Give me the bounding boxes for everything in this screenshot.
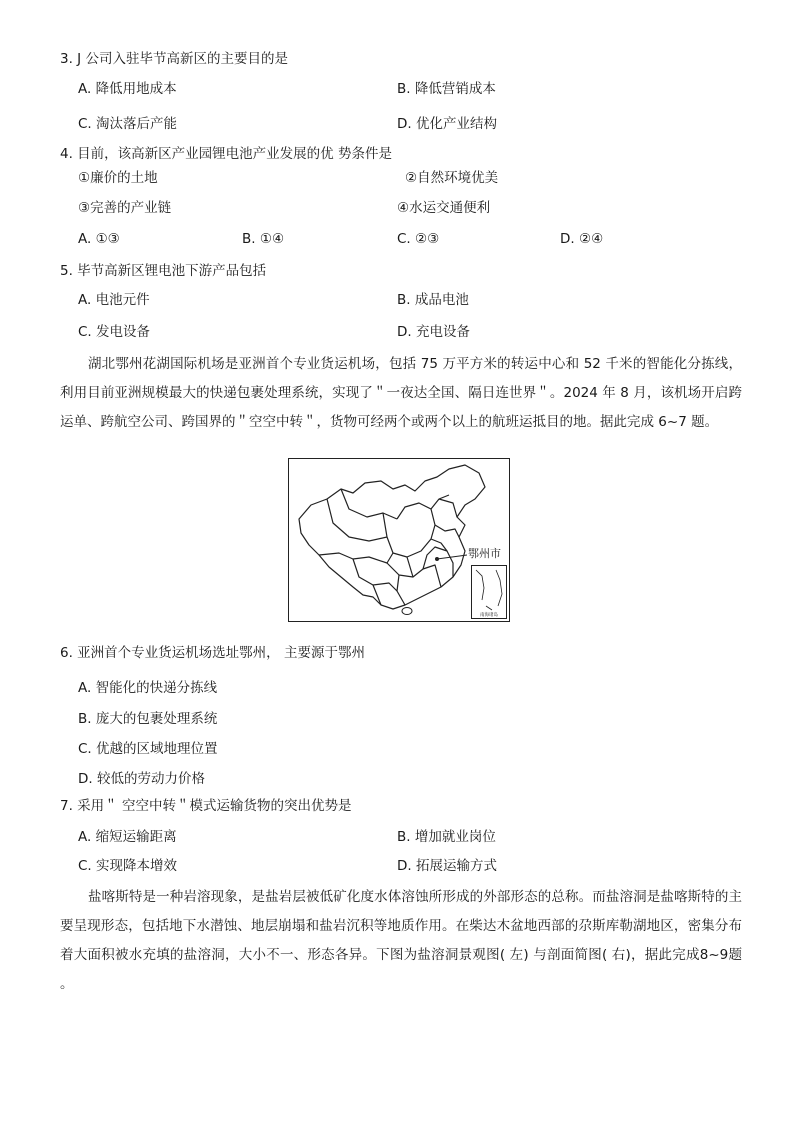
q5-stem: 5. 毕节高新区锂电池下游产品包括	[60, 263, 267, 279]
q3-option-a: A. 降低用地成本	[78, 81, 177, 97]
q7-option-d: D. 拓展运输方式	[397, 858, 497, 874]
q6-option-b: B. 庞大的包裹处理系统	[78, 711, 218, 727]
q4-condition-2: ②自然环境优美	[405, 170, 499, 186]
south-china-sea-inset	[471, 565, 507, 619]
ezhou-city-label: 鄂州市	[468, 547, 501, 560]
q3-option-d: D. 优化产业结构	[397, 116, 497, 132]
q7-option-a: A. 缩短运输距离	[78, 829, 177, 845]
q7-option-b: B. 增加就业岗位	[397, 829, 496, 845]
q3-stem: 3. J 公司入驻毕节高新区的主要目的是	[60, 51, 288, 67]
passage-ezhou-airport: 湖北鄂州花湖国际机场是亚洲首个专业货运机场，包括 75 万平方米的转运中心和 52 千米的智能化分拣线，利用目前亚洲规模最大的快递包裹处理系统，实现了＂一夜达全国、隔日连世界＂。2024 年 8 月，该机场开启跨运单、跨航空公司、跨国界的＂空空中转＂，货物可经两个或两个以上的航班运抵目的地。据此完成 6~7 题。	[60, 356, 742, 430]
q7-stem: 7. 采用＂ 空空中转＂模式运输货物的突出优势是	[60, 798, 352, 814]
q7-option-c: C. 实现降本增效	[78, 858, 178, 874]
q4-option-d: D. ②④	[560, 231, 604, 247]
inset-label: 南海诸岛	[480, 613, 498, 618]
q4-option-b: B. ①④	[242, 231, 285, 247]
q4-condition-4: ④水运交通便利	[397, 200, 491, 216]
q5-option-c: C. 发电设备	[78, 324, 151, 340]
q5-option-b: B. 成品电池	[397, 292, 469, 308]
q4-condition-1: ①廉价的土地	[78, 170, 158, 186]
q6-stem: 6. 亚洲首个专业货运机场选址鄂州， 主要源于鄂州	[60, 645, 365, 661]
china-map-figure	[288, 458, 510, 622]
q4-option-c: C. ②③	[397, 231, 440, 247]
q5-option-d: D. 充电设备	[397, 324, 470, 340]
q6-option-a: A. 智能化的快递分拣线	[78, 680, 218, 696]
q4-stem: 4. 目前，该高新区产业园锂电池产业发展的优 势条件是	[60, 146, 392, 162]
passage-salt-karst: 盐喀斯特是一种岩溶现象，是盐岩层被低矿化度水体溶蚀所形成的外部形态的总称。而盐溶洞是盐喀斯特的主要呈现形态，包括地下水潜蚀、地层崩塌和盐岩沉积等地质作用。在柴达木盆地西部的尕斯库勒湖地区，密集分布着大面积被水充填的盐溶洞，大小不一、形态各异。下图为盐溶洞景观图( 左) 与剖面简图( 右)，据此完成8~9题 。	[60, 889, 742, 992]
q3-option-c: C. 淘汰落后产能	[78, 116, 178, 132]
q4-condition-3: ③完善的产业链	[78, 200, 172, 216]
q6-option-c: C. 优越的区域地理位置	[78, 741, 218, 757]
q4-option-a: A. ①③	[78, 231, 120, 247]
q3-option-b: B. 降低营销成本	[397, 81, 496, 97]
q5-option-a: A. 电池元件	[78, 292, 150, 308]
q6-option-d: D. 较低的劳动力价格	[78, 771, 205, 787]
